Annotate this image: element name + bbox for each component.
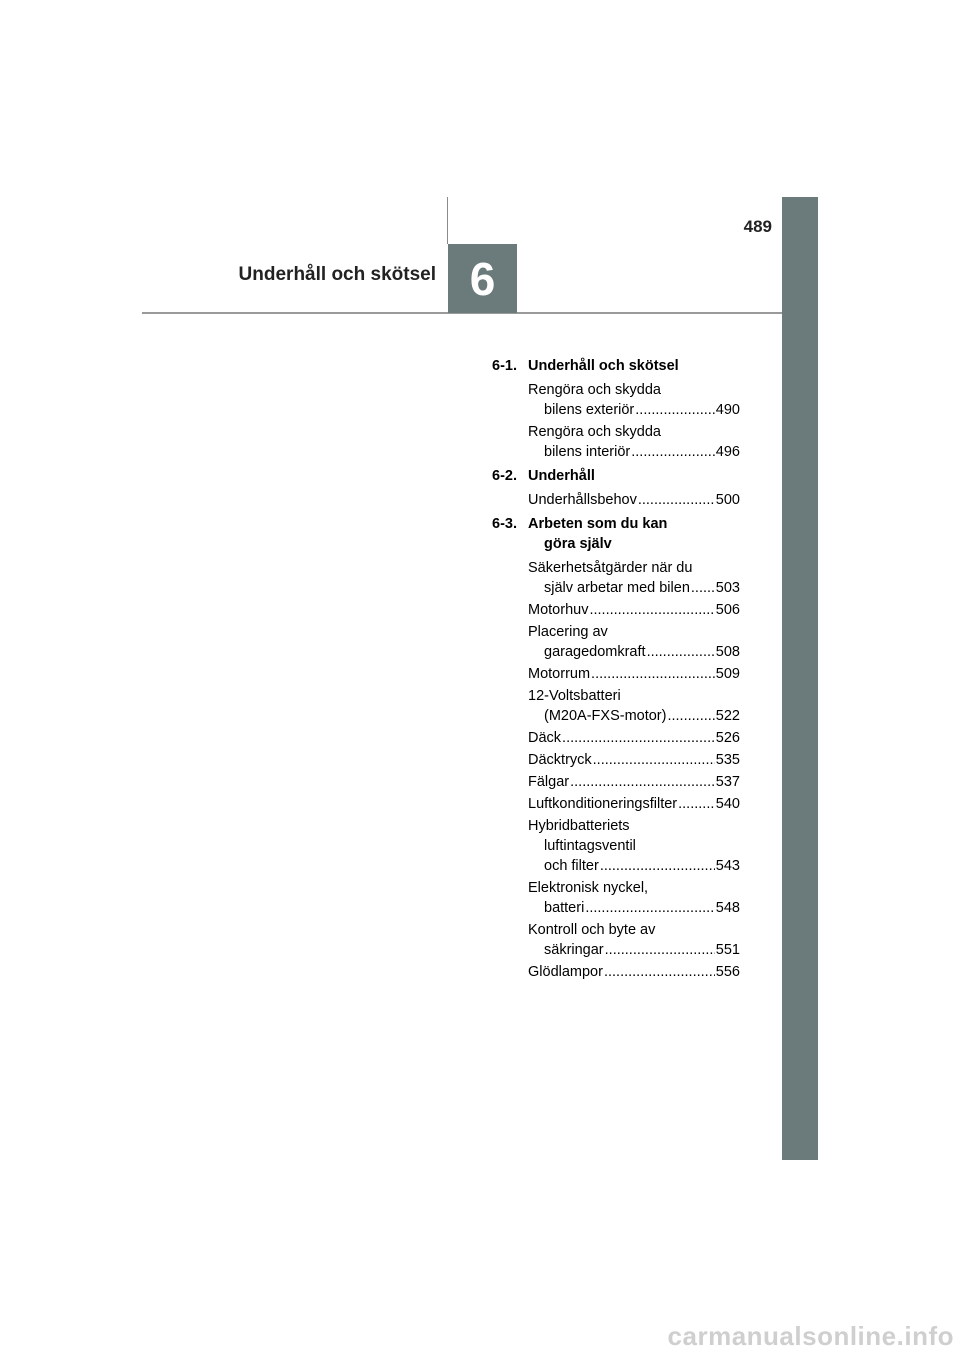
toc-dot-leader bbox=[667, 706, 714, 726]
toc-entry-page: 537 bbox=[715, 774, 740, 790]
toc-section-number: 6-1. bbox=[492, 358, 517, 374]
toc-entry-line: Rengöra och skydda bbox=[528, 424, 661, 440]
toc-section-title bbox=[528, 466, 740, 486]
toc-section-number: 6-2. bbox=[492, 468, 517, 484]
toc-entry[interactable] bbox=[528, 816, 740, 876]
toc-dot-leader bbox=[635, 400, 715, 420]
toc-entry-title: Glödlampor bbox=[528, 964, 603, 980]
toc-entry-page: 540 bbox=[715, 796, 740, 812]
toc-entry-page: 543 bbox=[715, 858, 740, 874]
toc-entry-leader-line bbox=[528, 578, 740, 598]
toc-entry[interactable] bbox=[528, 558, 740, 598]
toc-entry[interactable] bbox=[528, 622, 740, 662]
table-of-contents bbox=[492, 356, 740, 986]
toc-entry[interactable] bbox=[528, 600, 740, 620]
toc-entry-page: 556 bbox=[715, 964, 740, 980]
toc-section-title-line: Underhåll bbox=[528, 468, 595, 484]
toc-section-title-line: Arbeten som du kan bbox=[528, 516, 668, 532]
toc-entry[interactable] bbox=[528, 920, 740, 960]
toc-entry-leader-line bbox=[528, 750, 740, 770]
toc-entry[interactable] bbox=[528, 772, 740, 792]
toc-entry-page: 496 bbox=[715, 444, 740, 460]
toc-entry-leader-line bbox=[528, 642, 740, 662]
toc-entry-page: 548 bbox=[715, 900, 740, 916]
toc-entry-line: Kontroll och byte av bbox=[528, 922, 656, 938]
toc-entry-title: batteri bbox=[544, 900, 585, 916]
toc-entry-leader-line bbox=[528, 664, 740, 684]
toc-entry-leader-line bbox=[528, 794, 740, 814]
toc-entry-leader-line bbox=[528, 728, 740, 748]
toc-entry-leader-line bbox=[528, 856, 740, 876]
toc-dot-leader bbox=[691, 578, 715, 598]
toc-dot-leader bbox=[591, 664, 715, 684]
chapter-side-tab bbox=[782, 197, 818, 1160]
toc-dot-leader bbox=[589, 600, 714, 620]
toc-dot-leader bbox=[593, 750, 715, 770]
toc-entry-page: 500 bbox=[715, 492, 740, 508]
toc-entry-line: Säkerhetsåtgärder när du bbox=[528, 560, 693, 576]
toc-entry-page: 490 bbox=[715, 402, 740, 418]
toc-entry-title: bilens exteriör bbox=[544, 402, 635, 418]
toc-section bbox=[492, 356, 740, 462]
chapter-number: 6 bbox=[469, 252, 496, 305]
toc-section-number: 6-3. bbox=[492, 516, 517, 532]
toc-section bbox=[492, 466, 740, 510]
toc-section-title bbox=[528, 514, 740, 554]
toc-entry[interactable] bbox=[528, 490, 740, 510]
toc-entry-leader-line bbox=[528, 490, 740, 510]
toc-entry-page: 535 bbox=[715, 752, 740, 768]
toc-entry-line: 12-Voltsbatteri bbox=[528, 688, 621, 704]
toc-entry[interactable] bbox=[528, 962, 740, 982]
chapter-number-box bbox=[448, 244, 517, 313]
toc-dot-leader bbox=[600, 856, 715, 876]
toc-entry-title: (M20A-FXS-motor) bbox=[544, 708, 667, 724]
toc-entry-page: 503 bbox=[715, 580, 740, 596]
toc-entry-leader-line bbox=[528, 940, 740, 960]
toc-entry-title: Motorhuv bbox=[528, 602, 589, 618]
toc-entry-page: 509 bbox=[715, 666, 740, 682]
toc-entry[interactable] bbox=[528, 686, 740, 726]
toc-dot-leader bbox=[638, 490, 715, 510]
toc-entry-line: luftintagsventil bbox=[544, 838, 636, 854]
toc-entry[interactable] bbox=[528, 380, 740, 420]
toc-entry[interactable] bbox=[528, 878, 740, 918]
toc-section-heading bbox=[492, 466, 740, 486]
toc-entry[interactable] bbox=[528, 794, 740, 814]
toc-entry-leader-line bbox=[528, 898, 740, 918]
toc-dot-leader bbox=[605, 940, 715, 960]
toc-entry-title: säkringar bbox=[544, 942, 604, 958]
toc-entry-title: Underhållsbehov bbox=[528, 492, 637, 508]
toc-entry-page: 506 bbox=[715, 602, 740, 618]
toc-entry[interactable] bbox=[528, 728, 740, 748]
toc-entry-title: och filter bbox=[544, 858, 599, 874]
toc-section-title bbox=[528, 356, 740, 376]
toc-entry-line: Hybridbatteriets bbox=[528, 818, 630, 834]
toc-dot-leader bbox=[678, 794, 715, 814]
toc-section bbox=[492, 514, 740, 982]
toc-entry-page: 508 bbox=[715, 644, 740, 660]
toc-entry-line: Rengöra och skydda bbox=[528, 382, 661, 398]
toc-section-heading bbox=[492, 514, 740, 554]
toc-entry-title: Luftkonditioneringsfilter bbox=[528, 796, 678, 812]
toc-entry-page: 522 bbox=[715, 708, 740, 724]
toc-entry-leader-line bbox=[528, 400, 740, 420]
toc-dot-leader bbox=[604, 962, 715, 982]
header-divider-vertical bbox=[447, 197, 448, 244]
toc-dot-leader bbox=[585, 898, 714, 918]
toc-entry-leader-line bbox=[528, 706, 740, 726]
toc-entry-title: garagedomkraft bbox=[544, 644, 646, 660]
toc-dot-leader bbox=[570, 772, 715, 792]
toc-entry-line: Placering av bbox=[528, 624, 608, 640]
toc-entry-title: Fälgar bbox=[528, 774, 570, 790]
toc-entry-leader-line bbox=[528, 962, 740, 982]
toc-entry-title: Däcktryck bbox=[528, 752, 592, 768]
watermark-text: carmanualsonline.info bbox=[667, 1321, 954, 1351]
toc-entry-title: bilens interiör bbox=[544, 444, 631, 460]
toc-entry-title: själv arbetar med bilen bbox=[544, 580, 690, 596]
toc-section-title-line: Underhåll och skötsel bbox=[528, 358, 679, 374]
toc-dot-leader bbox=[631, 442, 715, 462]
toc-entry-title: Däck bbox=[528, 730, 562, 746]
toc-entry[interactable] bbox=[528, 664, 740, 684]
toc-entry-leader-line bbox=[528, 442, 740, 462]
page-number: 489 bbox=[743, 217, 772, 236]
toc-dot-leader bbox=[562, 728, 715, 748]
toc-section-title-line: göra själv bbox=[544, 536, 612, 552]
chapter-title: Underhåll och skötsel bbox=[238, 264, 436, 285]
toc-entry-leader-line bbox=[528, 600, 740, 620]
toc-entry-leader-line bbox=[528, 772, 740, 792]
watermark bbox=[0, 1320, 960, 1358]
toc-entry-title: Motorrum bbox=[528, 666, 591, 682]
toc-entry-page: 551 bbox=[715, 942, 740, 958]
toc-entry[interactable] bbox=[528, 750, 740, 770]
toc-dot-leader bbox=[647, 642, 715, 662]
toc-entry[interactable] bbox=[528, 422, 740, 462]
toc-section-heading bbox=[492, 356, 740, 376]
toc-entry-line: Elektronisk nyckel, bbox=[528, 880, 649, 896]
toc-entry-page: 526 bbox=[715, 730, 740, 746]
